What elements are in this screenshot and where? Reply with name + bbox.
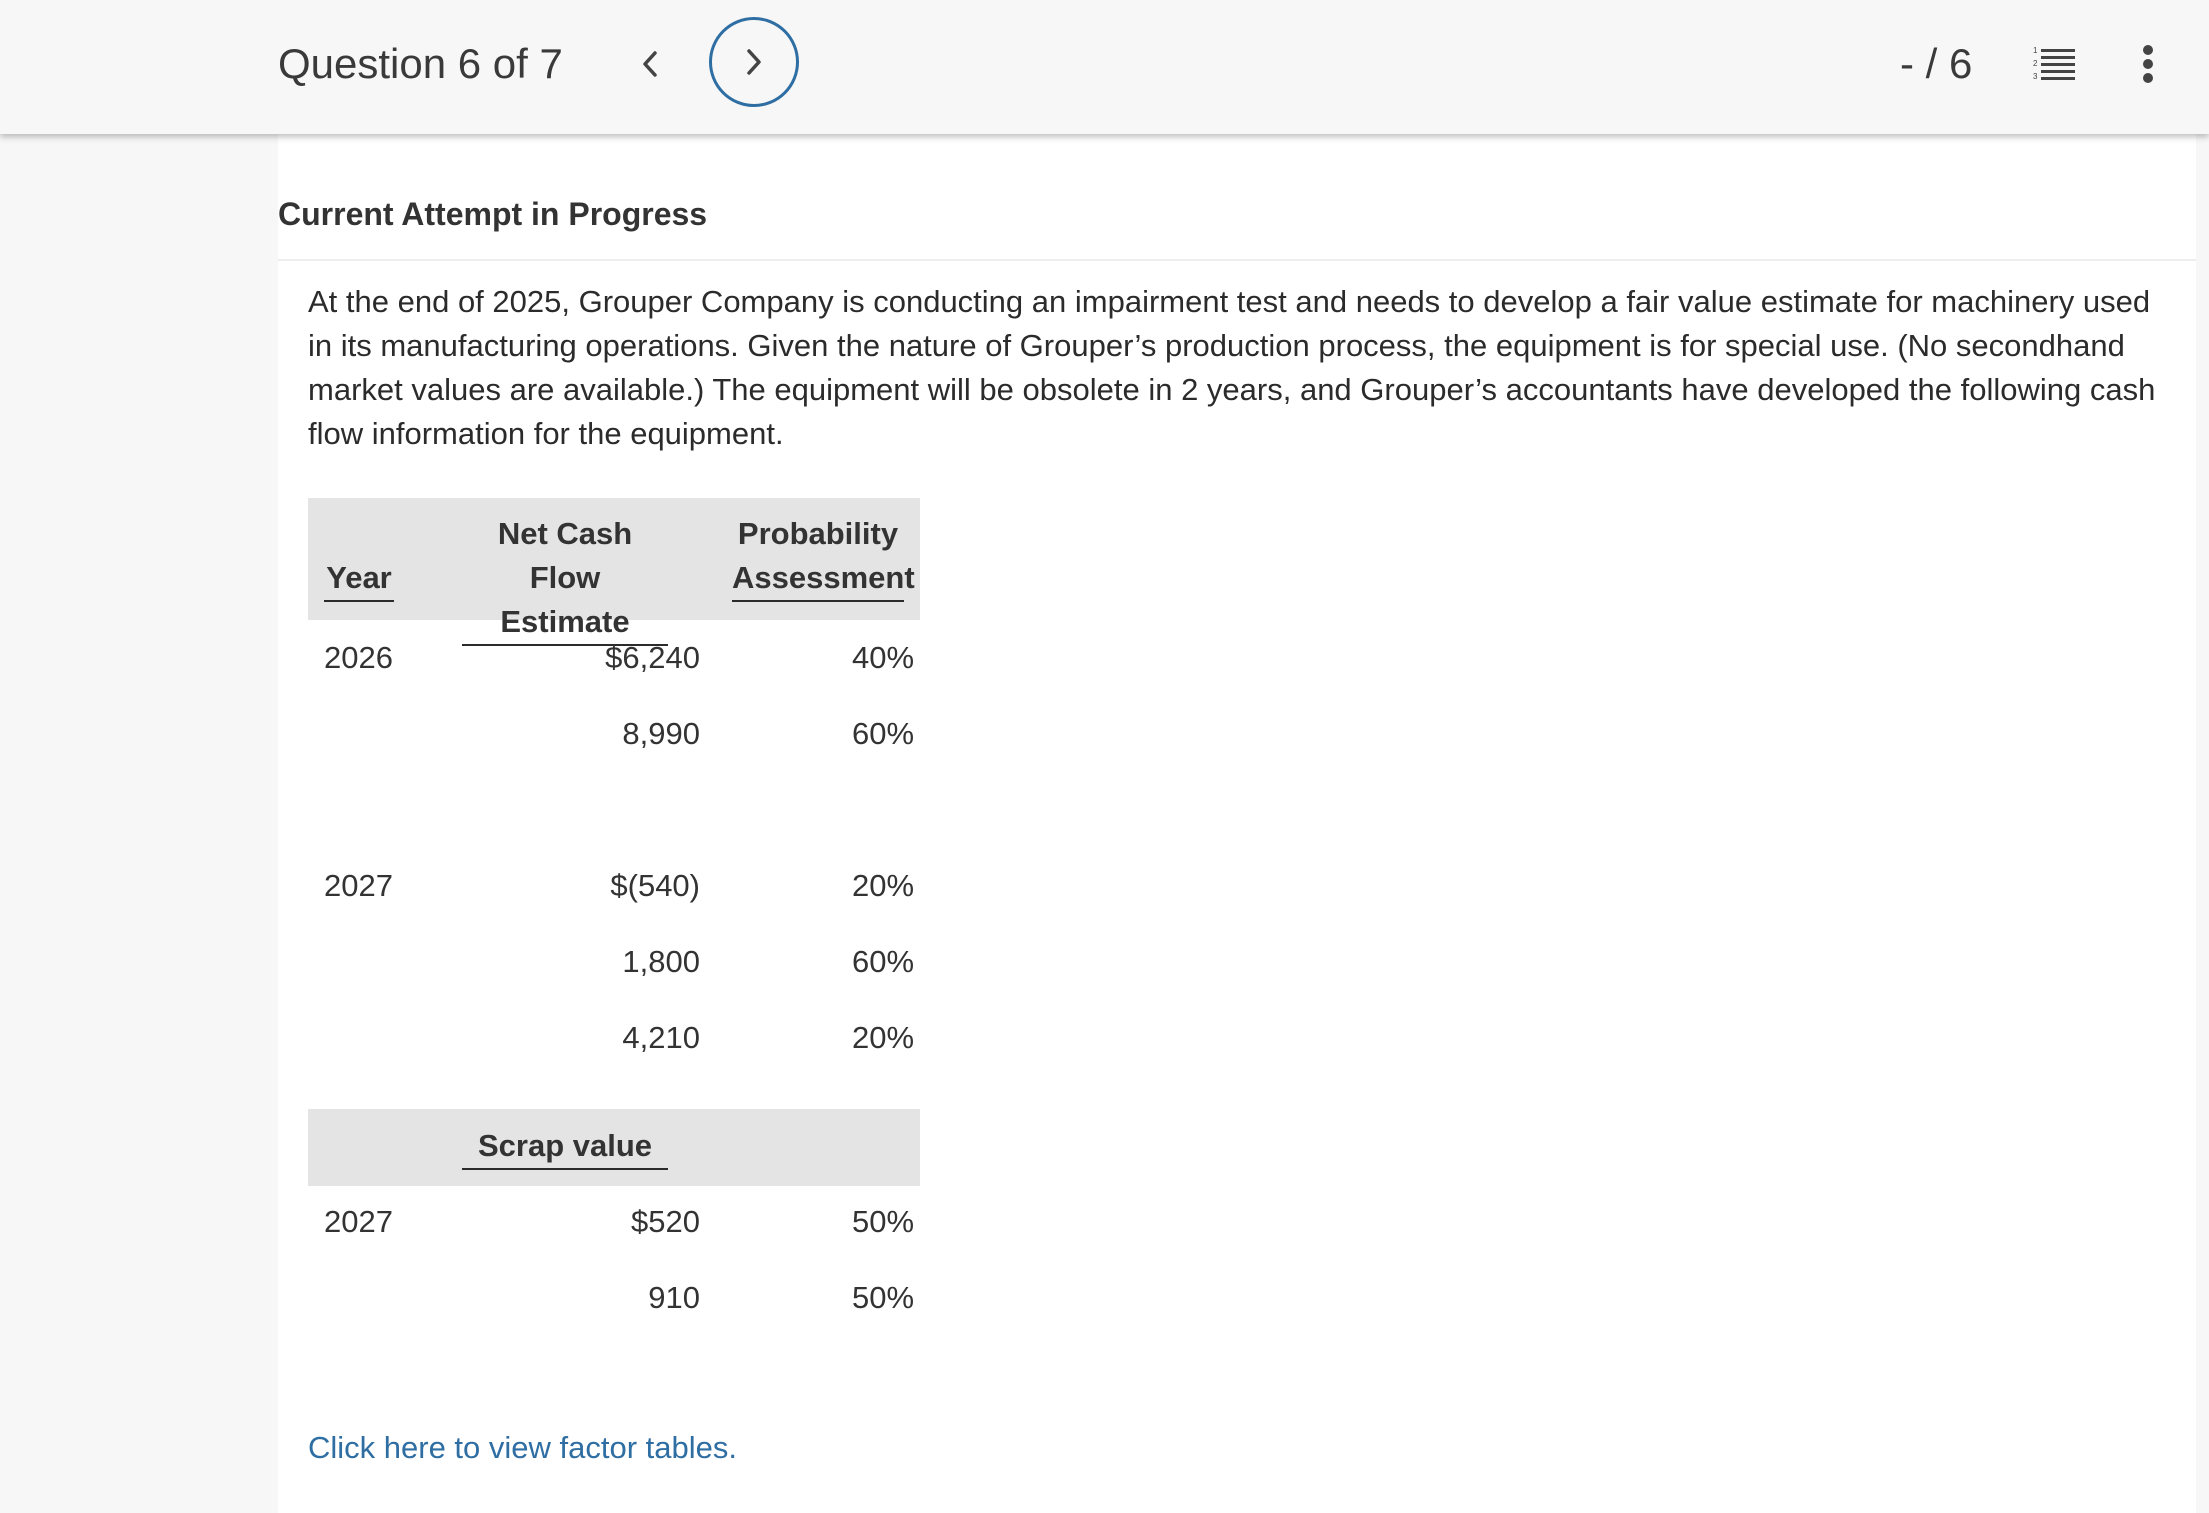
more-vertical-icon <box>2136 44 2160 84</box>
row-probability: 40% <box>851 640 915 675</box>
net-cash-flow-header: Net Cash Flow Estimate <box>462 512 668 644</box>
year-header: Year <box>324 556 394 600</box>
numbered-list-icon <box>2033 44 2075 84</box>
row-probability: 20% <box>851 868 915 903</box>
question-counter: Question 6 of 7 <box>278 40 563 87</box>
more-options-button[interactable] <box>2136 44 2160 84</box>
question-panel <box>278 134 2196 1513</box>
row-amount: 4,210 <box>622 1020 700 1055</box>
row-amount: $(540) <box>610 868 700 903</box>
divider <box>278 259 2196 261</box>
row-amount: $6,240 <box>605 640 700 675</box>
scrap-value-header: Scrap value <box>462 1124 668 1168</box>
scrap-amount: $520 <box>631 1204 700 1239</box>
scrap-probability: 50% <box>851 1280 915 1315</box>
attempt-status: Current Attempt in Progress <box>278 196 708 232</box>
svg-text:2: 2 <box>2033 59 2038 68</box>
cash-flow-table-header <box>308 498 920 639</box>
row-probability: 20% <box>851 1020 915 1055</box>
score-display: - / 6 <box>1900 40 1973 87</box>
question-text: At the end of 2025, Grouper Company is conducting an impairment test and needs to develop a fair value estimate for machinery used in its manufacturing operations. Given the nature of Grouper’s production process, the equipment is for special use. (No secondhand market values are available.) The equipment will be obsolete in 2 years, and Grouper’s accountants have developed the following cash flow information for the equipment. <box>308 284 2156 451</box>
chevron-left-icon <box>640 49 660 79</box>
next-question-button[interactable] <box>709 17 799 107</box>
row-amount: 8,990 <box>622 716 700 751</box>
previous-question-button[interactable] <box>632 38 668 90</box>
row-amount: 1,800 <box>622 944 700 979</box>
row-probability: 60% <box>851 716 915 751</box>
top-bar <box>0 0 2209 134</box>
scrap-amount: 910 <box>648 1280 700 1315</box>
row-year: 2026 <box>324 640 393 675</box>
row-probability: 60% <box>851 944 915 979</box>
factor-tables-link[interactable]: Click here to view factor tables. <box>308 1430 738 1465</box>
scrap-value-header-row <box>308 1109 920 1186</box>
row-year: 2027 <box>324 868 393 903</box>
svg-text:3: 3 <box>2033 72 2038 81</box>
svg-text:1: 1 <box>2033 46 2038 55</box>
scrap-probability: 50% <box>851 1204 915 1239</box>
probability-header: Probability Assessment <box>732 512 904 600</box>
scrap-year: 2027 <box>324 1204 393 1239</box>
chevron-right-icon <box>744 47 764 77</box>
question-list-button[interactable] <box>2033 44 2075 84</box>
